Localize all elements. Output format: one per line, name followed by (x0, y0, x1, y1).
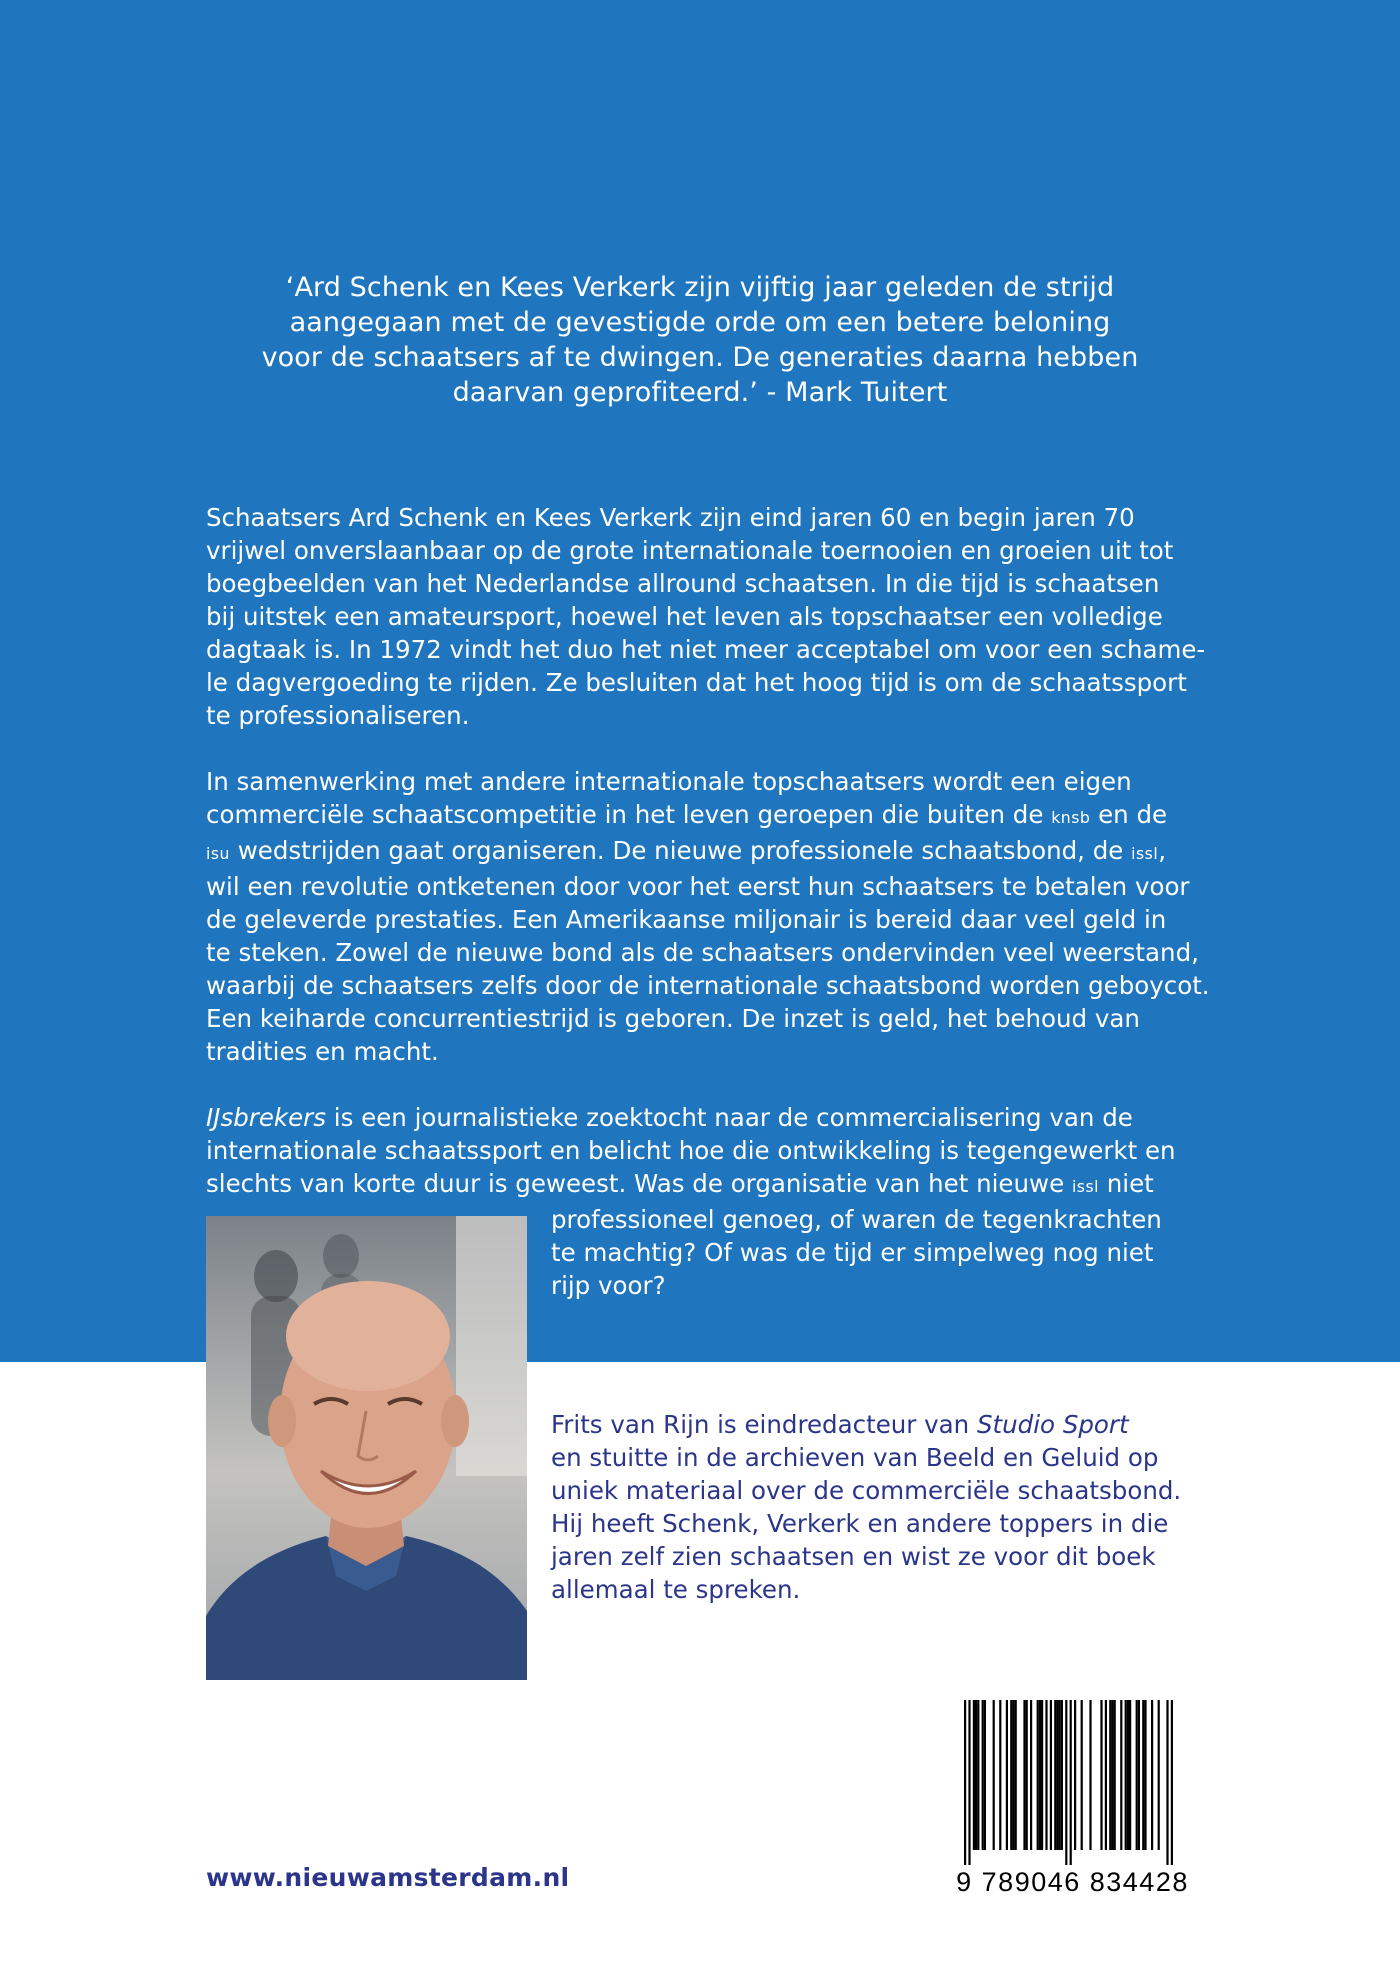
text-line: Schaatsers Ard Schenk en Kees Verkerk zijn eind jaren 60 en begin jaren 70 (206, 503, 1135, 532)
text-line: jaren zelf zien schaatsen en wist ze voor dit boek (551, 1542, 1156, 1571)
barcode-bar (1111, 1700, 1113, 1850)
text-run: wedstrijden gaat organiseren. De nieuwe professionele schaatsbond, de (229, 836, 1132, 865)
barcode-bar (1030, 1700, 1032, 1850)
text-run: is een journalistieke zoektocht naar de commercialisering van de (326, 1103, 1133, 1132)
barcode-bar (1054, 1700, 1056, 1850)
barcode-bar (1012, 1700, 1014, 1850)
text-line (206, 798, 1196, 834)
barcode-bars (964, 1700, 1184, 1865)
barcode-bar (1114, 1700, 1116, 1850)
barcode-bar (993, 1700, 995, 1850)
barcode-bar (1026, 1700, 1028, 1850)
program-title: Studio Sport (977, 1410, 1129, 1439)
text-run: niet (1098, 1169, 1154, 1198)
barcode-bar (1138, 1700, 1140, 1850)
barcode-bar (1041, 1700, 1043, 1850)
barcode-bar (968, 1700, 970, 1865)
book-title: IJsbrekers (206, 1103, 327, 1132)
abbr-knsb: knsb (1051, 808, 1091, 827)
text-line: uniek materiaal over de commerciële schaatsbond. (551, 1476, 1182, 1505)
author-photo (206, 1216, 527, 1680)
text-line (206, 1101, 1196, 1134)
text-line: allemaal te spreken. (551, 1575, 801, 1604)
barcode-bar (1023, 1700, 1025, 1850)
text-line (206, 1167, 1196, 1203)
barcode-bar (1065, 1700, 1067, 1865)
text-line (551, 1408, 1191, 1441)
barcode-bar (1142, 1700, 1144, 1850)
text-line: dagtaak is. In 1972 vindt het duo het niet meer acceptabel om voor een schame- (206, 635, 1206, 664)
blurb-text (206, 501, 1210, 1302)
barcode-bar (1056, 1700, 1058, 1850)
barcode-bar (1015, 1700, 1017, 1850)
quote-line: daarvan geprofiteerd.’ - Mark Tuitert (452, 377, 948, 408)
text-line: le dagvergoeding te rijden. Ze besluiten dat het hoog tijd is om de schaatssport (206, 668, 1187, 697)
text-line: wil een revolutie ontketenen door voor het eerst hun schaatsers te betalen voor (206, 872, 1190, 901)
barcode-bar (1144, 1700, 1146, 1850)
barcode-bar (1136, 1700, 1138, 1850)
text-run: en de (1090, 800, 1168, 829)
paragraph-1 (206, 501, 1206, 732)
barcode-bar (973, 1700, 975, 1850)
barcode-bar (1039, 1700, 1041, 1850)
barcode-bar (1074, 1700, 1076, 1850)
text-line: de geleverde prestaties. Een Amerikaanse miljonair is bereid daar veel geld in (206, 905, 1167, 934)
text-run: slechts van korte duur is geweest. Was de organisatie van het nieuwe (206, 1169, 1072, 1198)
isbn-number: 9 789046 834428 (956, 1867, 1189, 1897)
abbr-isu: isu (206, 844, 230, 863)
text-line (206, 834, 1196, 870)
barcode-bar (977, 1700, 979, 1850)
barcode-bar (1127, 1700, 1129, 1850)
text-line: boegbeelden van het Nederlandse allround schaatsen. In die tijd is schaatsen (206, 569, 1160, 598)
barcode-bar (1100, 1700, 1102, 1850)
barcode-bar (1129, 1700, 1131, 1850)
text-run: commerciële schaatscompetitie in het leven geroepen die buiten de (206, 800, 1052, 829)
author-bio (551, 1408, 1191, 1606)
quote-line: aangegaan met de gevestigde orde om een betere beloning (289, 307, 1111, 338)
barcode-bar (1158, 1700, 1160, 1850)
barcode-bar (982, 1700, 984, 1850)
text-line: Hij heeft Schenk, Verkerk en andere toppers in die (551, 1509, 1169, 1538)
barcode-bar (1151, 1700, 1153, 1850)
barcode-bar (1050, 1700, 1052, 1850)
text-line: tradities en macht. (206, 1037, 439, 1066)
text-line: In samenwerking met andere internationale topschaatsers wordt een eigen (206, 767, 1132, 796)
text-line: vrijwel onverslaanbaar op de grote internationale toernooien en groeien uit tot (206, 536, 1174, 565)
text-line: professioneel genoeg, of waren de tegenkrachten (551, 1205, 1162, 1234)
barcode-bar (1059, 1700, 1061, 1850)
text-line: en stuitte in de archieven van Beeld en Geluid op (551, 1443, 1159, 1472)
barcode-bar (1070, 1700, 1072, 1865)
abbr-issl: issl (1071, 1177, 1099, 1196)
text-line: te steken. Zowel de nieuwe bond als de schaatsers ondervinden veel weerstand, (206, 938, 1199, 967)
text-line: te machtig? Of was de tijd er simpelweg nog niet (551, 1238, 1154, 1267)
quote-line: voor de schaatsers af te dwingen. De generaties daarna hebben (261, 342, 1139, 373)
barcode-bar (1105, 1700, 1107, 1850)
barcode-bar (1045, 1700, 1047, 1850)
barcode-bar (999, 1700, 1001, 1850)
text-line: internationale schaatssport en belicht hoe die ontwikkeling is tegengewerkt en (206, 1136, 1176, 1165)
text-line: bij uitstek een amateursport, hoewel het leven als topschaatser een volledige (206, 602, 1163, 631)
text-line: rijp voor? (551, 1271, 666, 1300)
barcode-bar (1089, 1700, 1091, 1850)
barcode-bar (964, 1700, 966, 1865)
text-run: , (1158, 836, 1166, 865)
author-portrait-illustration (206, 1216, 527, 1680)
barcode-bar (1166, 1700, 1168, 1865)
barcode-bar (1120, 1700, 1122, 1850)
barcode-bar (1006, 1700, 1008, 1850)
barcode-bar (1109, 1700, 1111, 1850)
pull-quote (200, 270, 1200, 410)
quote-line: ‘Ard Schenk en Kees Verkerk zijn vijftig jaar geleden de strijd (285, 272, 1115, 303)
barcode-bar (975, 1700, 977, 1850)
text-line: Een keiharde concurrentiestrijd is geboren. De inzet is geld, het behoud van (206, 1004, 1140, 1033)
publisher-website[interactable]: www.nieuwamsterdam.nl (206, 1863, 570, 1892)
paragraph-2 (206, 765, 1210, 1068)
text-line: te professionaliseren. (206, 701, 470, 730)
isbn-barcode (940, 1700, 1205, 1915)
barcode-bar (1010, 1700, 1012, 1850)
barcode-bar (1061, 1700, 1063, 1850)
barcode-bar (1037, 1700, 1039, 1850)
barcode-bar (1171, 1700, 1173, 1865)
text-line: waarbij de schaatsers zelfs door de internationale schaatsbond worden geboycot. (206, 971, 1210, 1000)
text-run: Frits van Rijn is eindredacteur van (551, 1410, 977, 1439)
abbr-issl: issl (1131, 844, 1159, 863)
barcode-bar (1125, 1700, 1127, 1850)
barcode-bar (1081, 1700, 1083, 1850)
barcode-bar (984, 1700, 986, 1850)
